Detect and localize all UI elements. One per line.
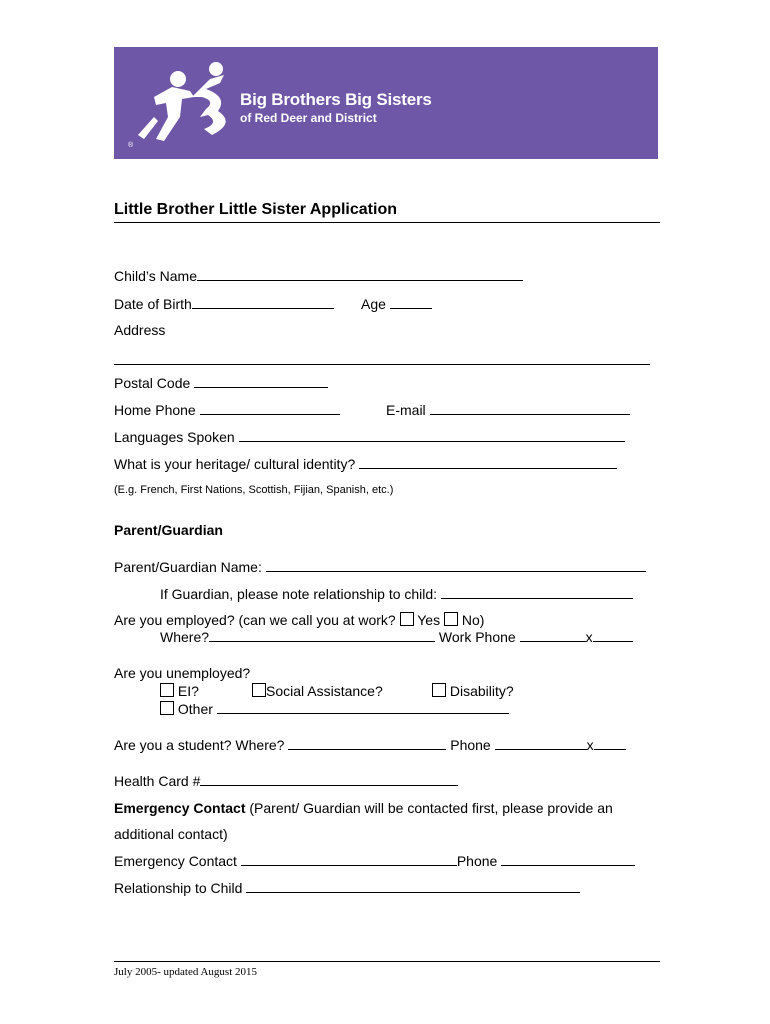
home-phone-label: Home Phone [114,402,196,418]
address-field[interactable] [114,364,650,365]
postal-label: Postal Code [114,375,191,391]
org-name: Big Brothers Big Sisters [240,90,432,109]
heritage-example: (E.g. French, First Nations, Scottish, Fijian, Spanish, etc.) [114,484,394,496]
disability-checkbox[interactable] [432,683,446,697]
languages-row [114,429,625,445]
registered-mark: ® [128,142,134,149]
student-where-label: Where? [235,737,285,753]
ei-label: EI? [177,683,199,699]
other-option [160,701,509,717]
heritage-field[interactable] [359,456,617,469]
home-phone-field[interactable] [200,402,340,415]
work-ext-label: x [585,629,593,645]
disability-label: Disability? [449,683,514,699]
heritage-row [114,456,617,472]
title-divider [114,222,660,223]
age-row [361,296,432,312]
emergency-note: (Parent/ Guardian will be contacted first, please provide an [245,800,613,816]
work-where-row [160,629,633,645]
employed-label: Are you employed? (can we call you at work? [114,612,396,628]
other-field[interactable] [217,701,509,714]
employed-yes-label: Yes [417,612,441,628]
childs-name-row [114,268,523,284]
age-label: Age [361,296,386,312]
childs-name-label: Child’s Name [114,268,197,284]
footer-divider [114,961,660,962]
relationship-field[interactable] [246,880,580,893]
disability-option [432,683,514,699]
age-field[interactable] [390,296,432,309]
employed-row [114,612,484,628]
parent-name-label: Parent/Guardian Name: [114,559,262,575]
unemployed-label: Are you unemployed? [114,665,251,681]
health-card-field[interactable] [200,773,458,786]
guardian-rel-label: If Guardian, please note relationship to child: [160,586,438,602]
emergency-contact-row [114,853,635,869]
work-where-field[interactable] [209,629,435,642]
student-phone-label: Phone [450,737,491,753]
dob-field[interactable] [192,296,334,309]
emergency-heading: Emergency Contact [114,800,246,816]
footer-text: July 2005- updated August 2015 [114,966,257,978]
student-label: Are you a student? [114,737,232,753]
social-option [252,683,383,699]
work-ext-field[interactable] [593,629,633,642]
emergency-contact-field[interactable] [241,853,457,866]
languages-label: Languages Spoken [114,429,235,445]
work-phone-field[interactable] [520,629,586,642]
address-label: Address [114,322,166,338]
heritage-label: What is your heritage/ cultural identity? [114,456,356,472]
parent-heading: Parent/Guardian [114,522,223,538]
dob-label: Date of Birth [114,296,192,312]
student-ext-field[interactable] [594,737,626,750]
languages-field[interactable] [239,429,625,442]
email-row [386,402,630,418]
employed-no-checkbox[interactable] [444,612,458,626]
postal-field[interactable] [194,375,328,388]
health-card-label: Health Card # [114,773,201,789]
bbbs-logo-icon [124,57,234,149]
emergency-note-row [114,800,613,816]
employed-yes-checkbox[interactable] [400,612,414,626]
form-title: Little Brother Little Sister Application [114,201,397,218]
student-phone-field[interactable] [495,737,587,750]
parent-name-field[interactable] [266,559,646,572]
student-ext-label: x [586,737,594,753]
ei-checkbox[interactable] [160,683,174,697]
guardian-rel-field[interactable] [441,586,633,599]
childs-name-field[interactable] [197,268,523,281]
emergency-phone-label: Phone [456,853,498,869]
email-label: E-mail [386,402,426,418]
work-phone-label: Work Phone [438,629,516,645]
org-subtitle: of Red Deer and District [240,111,377,125]
health-card-row [114,773,458,789]
relationship-label: Relationship to Child [114,880,243,896]
dob-row [114,296,334,312]
home-phone-row [114,402,340,418]
parent-name-row [114,559,646,575]
emergency-contact-label: Emergency Contact [114,853,237,869]
guardian-rel-row [160,586,633,602]
postal-row [114,375,328,391]
email-field[interactable] [430,402,630,415]
student-where-field[interactable] [288,737,446,750]
work-where-label: Where? [160,629,210,645]
social-assistance-label: Social Assistance? [266,683,383,699]
other-checkbox[interactable] [160,701,174,715]
ei-option [160,683,199,699]
employed-no-label: No) [461,612,485,628]
social-assistance-checkbox[interactable] [252,683,266,697]
relationship-row [114,880,580,896]
org-banner [114,47,658,159]
emergency-note-cont: additional contact) [114,826,228,842]
other-label: Other [177,701,213,717]
emergency-phone-field[interactable] [501,853,635,866]
student-row [114,737,626,753]
